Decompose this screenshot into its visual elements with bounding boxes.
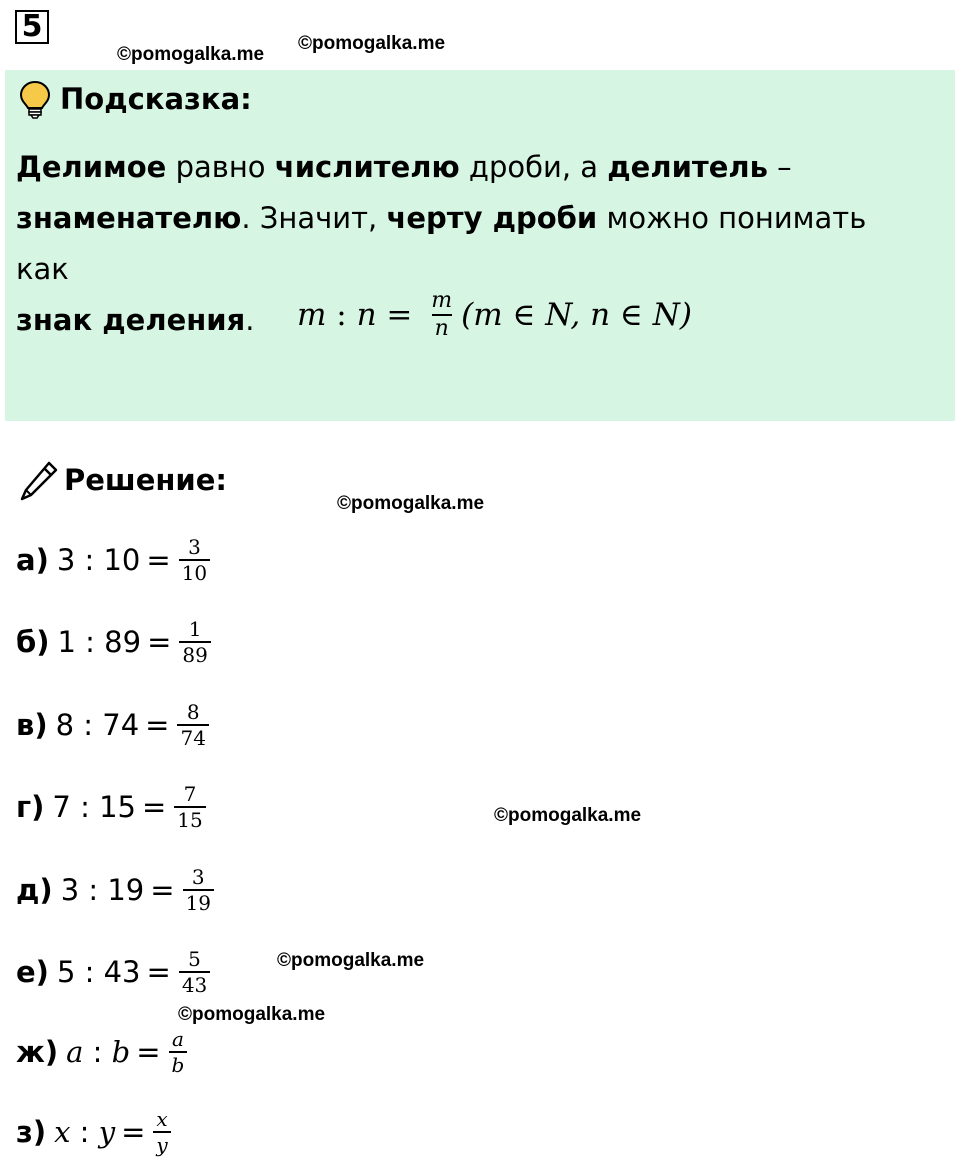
item-colon: : bbox=[70, 1115, 99, 1149]
fraction-denominator: 10 bbox=[179, 559, 210, 583]
fraction-denominator: 43 bbox=[179, 971, 210, 995]
formula-fraction bbox=[428, 290, 455, 340]
item-fraction bbox=[169, 1029, 188, 1075]
term-fraction-bar: черту дроби bbox=[386, 201, 598, 235]
task-number: 5 bbox=[15, 10, 49, 44]
item-label: е) bbox=[16, 955, 49, 989]
fraction-numerator: m bbox=[431, 288, 453, 313]
text: дроби, а bbox=[459, 150, 608, 184]
item-fraction bbox=[183, 867, 214, 913]
fraction-denominator: 74 bbox=[177, 724, 208, 748]
item-colon: : bbox=[83, 1035, 112, 1069]
fraction-denominator: 89 bbox=[179, 641, 210, 665]
fraction-denominator: y bbox=[153, 1131, 170, 1155]
item-var-y: y bbox=[98, 1115, 116, 1149]
item-var-a: a bbox=[66, 1035, 84, 1069]
item-label: б) bbox=[16, 625, 50, 659]
fraction-denominator: b bbox=[169, 1051, 188, 1075]
solution-item-zh bbox=[16, 1017, 193, 1087]
fraction-numerator: 3 bbox=[188, 535, 201, 559]
item-equals: = bbox=[145, 708, 170, 742]
fraction-numerator: a bbox=[171, 1027, 184, 1051]
fraction-numerator: x bbox=[156, 1107, 168, 1131]
watermark: ©pomogalka.me bbox=[117, 44, 265, 65]
item-equals: = bbox=[141, 790, 167, 824]
item-equals: = bbox=[136, 1035, 161, 1069]
formula-m: m bbox=[297, 297, 327, 333]
item-var-x: x bbox=[54, 1115, 71, 1149]
watermark: ©pomogalka.me bbox=[277, 950, 425, 971]
item-expression: 1 : 89 bbox=[57, 625, 142, 659]
item-equals: = bbox=[147, 625, 172, 659]
item-var-b: b bbox=[111, 1035, 131, 1069]
fraction-denominator: n bbox=[432, 314, 452, 340]
watermark: ©pomogalka.me bbox=[178, 1004, 326, 1025]
formula-n: n bbox=[356, 297, 377, 333]
term-division-sign: знак деления bbox=[16, 303, 246, 337]
solution-item-d bbox=[16, 855, 220, 925]
fraction-numerator: 3 bbox=[191, 865, 205, 889]
item-fraction bbox=[179, 537, 210, 583]
term-divisor: делитель bbox=[607, 150, 768, 184]
formula-eq: = bbox=[376, 297, 423, 333]
fraction-numerator: 8 bbox=[186, 700, 200, 724]
fraction-numerator: 1 bbox=[188, 617, 202, 641]
fraction-numerator: 7 bbox=[183, 782, 197, 806]
term-denominator: знаменателю bbox=[16, 201, 242, 235]
lightbulb-icon bbox=[19, 80, 51, 120]
item-expression: 7 : 15 bbox=[52, 790, 136, 824]
item-label: г) bbox=[16, 790, 45, 824]
formula-condition: (m ∈ N, n ∈ N) bbox=[461, 297, 692, 333]
item-equals: = bbox=[150, 873, 175, 907]
fraction-denominator: 19 bbox=[183, 889, 214, 913]
item-equals: = bbox=[121, 1115, 146, 1149]
text: равно bbox=[166, 150, 275, 184]
solution-item-z bbox=[16, 1097, 177, 1167]
solution-item-a bbox=[16, 525, 216, 595]
solution-item-v bbox=[16, 690, 215, 760]
item-expression: 8 : 74 bbox=[55, 708, 140, 742]
fraction-numerator: 5 bbox=[188, 947, 201, 971]
solution-title: Решение: bbox=[64, 463, 228, 497]
item-label: а) bbox=[16, 543, 49, 577]
item-expression: 5 : 43 bbox=[56, 955, 141, 989]
text: . bbox=[245, 303, 255, 337]
text: – bbox=[767, 150, 792, 184]
hint-title: Подсказка: bbox=[60, 82, 252, 116]
watermark: ©pomogalka.me bbox=[337, 493, 485, 514]
item-fraction bbox=[177, 702, 208, 748]
item-expression: 3 : 19 bbox=[60, 873, 145, 907]
text: можно понимать как bbox=[16, 201, 867, 286]
solution-item-g bbox=[16, 772, 212, 842]
solution-item-b bbox=[16, 607, 217, 677]
item-expression: 3 : 10 bbox=[56, 543, 141, 577]
fraction-denominator: 15 bbox=[174, 806, 205, 830]
item-label: з) bbox=[16, 1115, 47, 1149]
formula-colon: : bbox=[326, 297, 357, 333]
pencil-icon bbox=[19, 460, 59, 502]
solution-item-e bbox=[16, 937, 216, 1007]
watermark: ©pomogalka.me bbox=[494, 805, 642, 826]
item-label: ж) bbox=[16, 1035, 59, 1069]
item-equals: = bbox=[146, 543, 171, 577]
item-equals: = bbox=[146, 955, 171, 989]
item-label: д) bbox=[16, 873, 53, 907]
item-fraction bbox=[179, 949, 210, 995]
watermark: ©pomogalka.me bbox=[298, 33, 446, 54]
item-label: в) bbox=[16, 708, 48, 742]
term-numerator: числителю bbox=[274, 150, 460, 184]
term-dividend: Делимое bbox=[16, 150, 167, 184]
text: . Значит, bbox=[241, 201, 387, 235]
item-fraction bbox=[179, 619, 210, 665]
hint-formula bbox=[297, 290, 692, 340]
item-fraction bbox=[153, 1109, 170, 1155]
item-fraction bbox=[174, 784, 205, 830]
